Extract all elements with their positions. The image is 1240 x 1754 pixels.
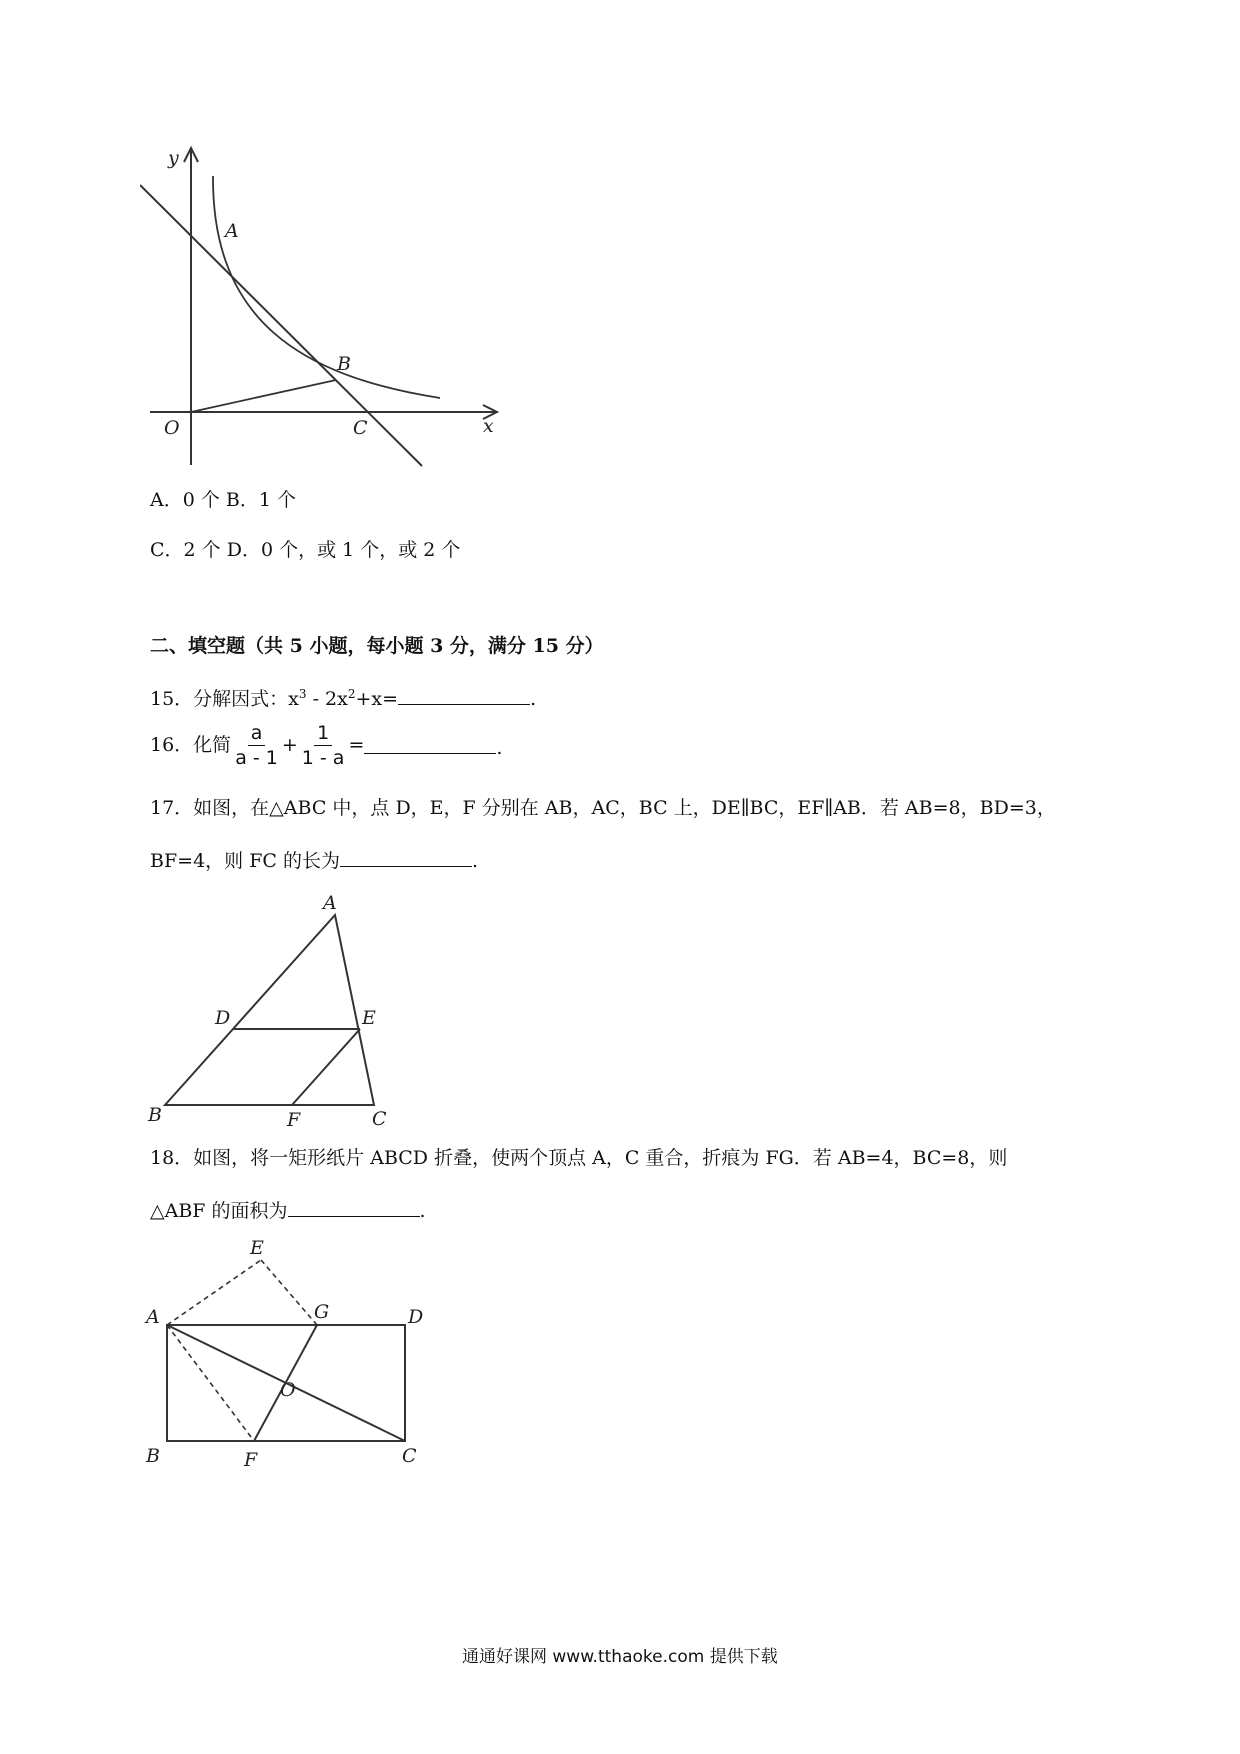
segment-ef (292, 1029, 360, 1105)
q14-options-line2: C．2 个 D．0 个，或 1 个，或 2 个 (150, 539, 461, 561)
label-g: G (314, 1301, 330, 1323)
dashed-ae (167, 1260, 261, 1325)
q18-line1: 18．如图，将一矩形纸片 ABCD 折叠，使两个顶点 A，C 重合，折痕为 FG．若 AB=4，BC=8，则 (150, 1147, 1008, 1169)
label-e: E (362, 1007, 376, 1029)
label-d: D (408, 1306, 424, 1328)
q16-answer-blank[interactable] (364, 741, 496, 754)
q15-suffix: +x= (355, 688, 399, 710)
line-abc (140, 185, 422, 466)
label-o: O (164, 417, 180, 439)
footer-credit: 通通好课网 www.tthaoke.com 提供下载 (462, 1647, 778, 1667)
label-b: B (148, 1104, 162, 1126)
label-a: A (323, 892, 337, 914)
label-f: F (244, 1449, 258, 1471)
label-a: A (225, 220, 239, 242)
q16-frac2-denominator: 1 - a (301, 746, 345, 769)
section-heading: 二、填空题（共 5 小题，每小题 3 分，满分 15 分） (150, 635, 604, 657)
q17-answer-blank[interactable] (340, 846, 472, 867)
q16-equals: = (348, 734, 365, 756)
triangle-abc (165, 915, 374, 1105)
figure-triangle (140, 890, 400, 1130)
figure-hyperbola-line (140, 140, 510, 470)
q15-end: . (530, 688, 537, 710)
q15-exp2: 2 (347, 687, 356, 701)
label-d: D (215, 1007, 231, 1029)
dashed-eg (261, 1260, 317, 1325)
q18-line2-wrap (150, 1196, 426, 1223)
q18-line2: △ABF 的面积为 (150, 1200, 288, 1222)
q17-end: . (471, 850, 479, 872)
label-e: E (250, 1240, 264, 1259)
q16-fraction-2 (299, 721, 348, 770)
q17-line1: 17．如图，在△ABC 中，点 D，E，F 分别在 AB，AC，BC 上，DE∥BC，EF∥AB．若 AB=8，BD=3， (150, 797, 1056, 819)
q15-answer-blank[interactable] (398, 684, 530, 705)
label-c: C (372, 1108, 387, 1130)
label-o: O (280, 1379, 296, 1401)
q15-exp1: 3 (298, 687, 307, 701)
question-16 (150, 719, 502, 771)
q16-frac1-numerator: a (248, 721, 266, 746)
q16-prefix: 16．化简 (150, 734, 232, 756)
q16-frac2-numerator: 1 (314, 721, 332, 746)
hyperbola-curve (213, 176, 440, 398)
label-b: B (337, 353, 351, 375)
label-b: B (146, 1445, 160, 1467)
label-a: A (146, 1306, 160, 1328)
label-c: C (353, 417, 368, 439)
label-f: F (287, 1109, 301, 1130)
q16-plus: + (281, 734, 298, 756)
q16-frac1-denominator: a - 1 (235, 746, 278, 769)
q14-options-line1: A．0 个 B．1 个 (150, 489, 296, 511)
label-c: C (402, 1445, 417, 1467)
dashed-af (167, 1325, 254, 1441)
q18-end: . (419, 1200, 426, 1222)
q17-line2: BF=4，则 FC 的长为 (150, 850, 340, 872)
segment-ob (191, 380, 336, 412)
q16-fraction-1 (232, 721, 281, 770)
figure-folded-rectangle (140, 1240, 440, 1480)
q16-end: . (496, 737, 503, 759)
label-x: x (483, 415, 494, 437)
question-15 (150, 684, 536, 711)
q17-line2-wrap (150, 846, 478, 873)
q18-answer-blank[interactable] (288, 1196, 420, 1217)
q15-mid: ‐ 2x (306, 688, 348, 710)
label-y: y (168, 147, 179, 169)
q15-prefix: 15．分解因式：x (150, 688, 299, 710)
